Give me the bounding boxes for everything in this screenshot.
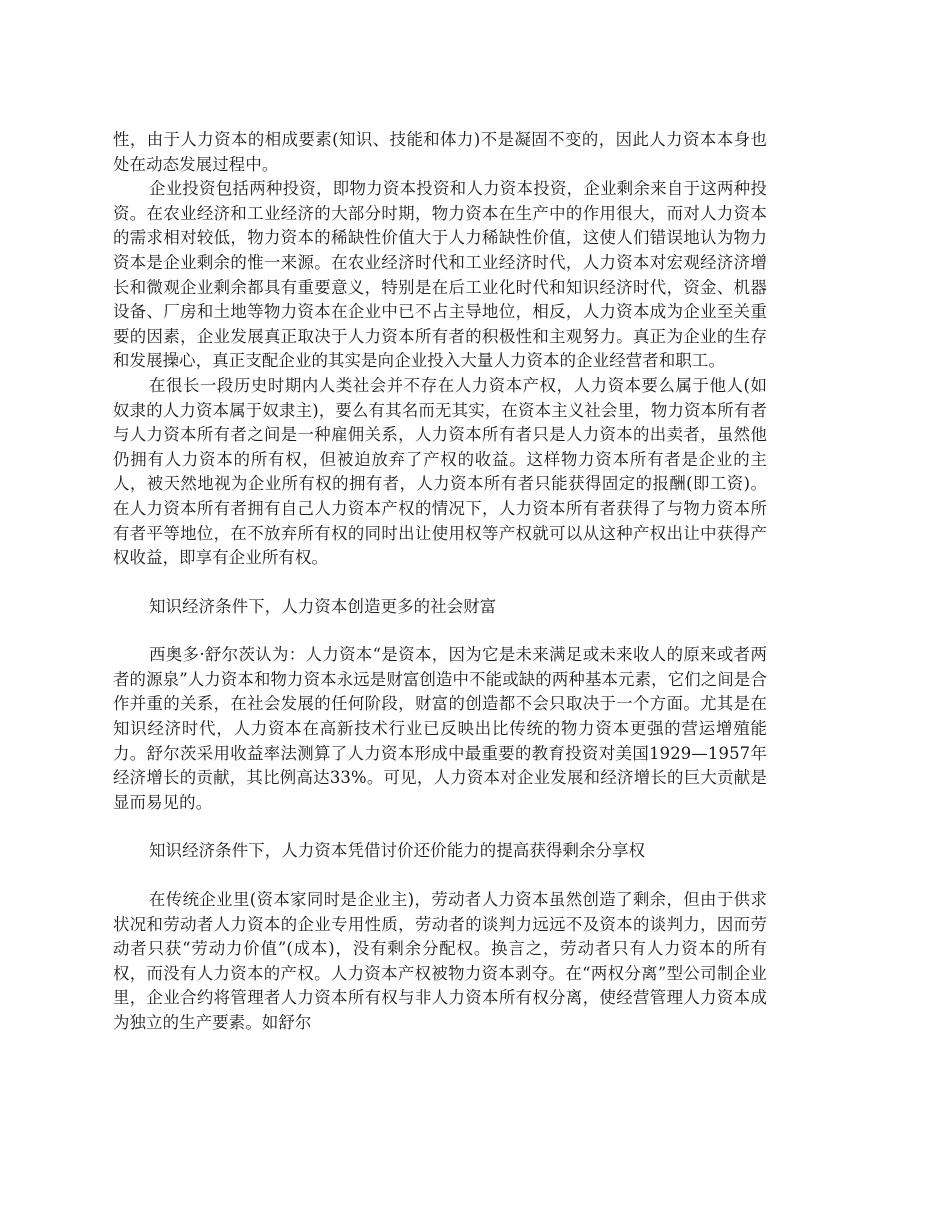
paragraph-4: 西奥多·舒尔茨认为：人力资本“是资本，因为它是未来满足或未来收人的原来或者两者的源泉”人力资本和物力资本永远是财富创造中不能或缺的两种基本元素，它们之间是合作并重的关系，在社会发展的任何阶段，财富的创造都不会只取决于一个方面。尤其是在知识经济时代，人力资本在高新技术行业已反映出比传统的物力资本更强的营运增殖能力。舒尔茨采用收益率法测算了人力资本形成中最重要的教育投资对美国1929—1957年经济增长的贡献，其比例高达33%。可见，人力资本对企业发展和经济增长的巨大贡献是显而易见的。	[113, 645, 767, 812]
section-heading-2: 知识经济条件下，人力资本凭借讨价还价能力的提高获得剩余分享权	[149, 841, 646, 861]
document-page	[113, 128, 767, 1036]
section-gap	[113, 619, 767, 643]
section-gap	[113, 815, 767, 839]
paragraph-1: 性，由于人力资本的相成要素(知识、技能和体力)不是凝固不变的，因此人力资本本身也处在动态发展过程中。	[113, 130, 767, 174]
paragraph-2: 企业投资包括两种投资，即物力资本投资和人力资本投资，企业剩余来自于这两种投资。在农业经济和工业经济的大部分时期，物力资本在生产中的作用很大，而对人力资本的需求相对较低，物力资本的稀缺性价值大于人力稀缺性价值，这使人们错误地认为物力资本是企业剩余的惟一来源。在农业经济时代和工业经济时代，人力资本对宏观经济济增长和微观企业剩余都具有重要意义，特别是在后工业化时代和知识经济时代，资金、机器设备、厂房和土地等物力资本在企业中已不占主导地位，相反，人力资本成为企业至关重要的因素，企业发展真正取决于人力资本所有者的积极性和主观努力。真正为企业的生存和发展操心，真正支配企业的其实是向企业投入大量人力资本的企业经营者和职工。	[113, 179, 767, 371]
paragraph-5: 在传统企业里(资本家同时是企业主)，劳动者人力资本虽然创造了剩余，但由于供求状况和劳动者人力资本的企业专用性质，劳动者的谈判力远远不及资本的谈判力，因而劳动者只获“劳动力价值”(成本)，没有剩余分配权。换言之，劳动者只有人力资本的所有权，而没有人力资本的产权。人力资本产权被物力资本剥夺。在“两权分离”型公司制企业里，企业合约将管理者人力资本所有权与非人力资本所有权分离，使经营管理人力资本成为独立的生产要素。如舒尔	[113, 890, 767, 1032]
section-gap	[113, 864, 767, 888]
section-gap	[113, 571, 767, 595]
paragraph-3: 在很长一段历史时期内人类社会并不存在人力资本产权，人力资本要么属于他人(如奴隶的人力资本属于奴隶主)，要么有其名而无其实，在资本主义社会里，物力资本所有者与人力资本所有者之间是一种雇佣关系，人力资本所有者只是人力资本的出卖者，虽然他仍拥有人力资本的所有权，但被迫放弃了产权的收益。这样物力资本所有者是企业的主人，被天然地视为企业所有权的拥有者，人力资本所有者只能获得固定的报酬(即工资)。在人力资本所有者拥有自己人力资本产权的情况下，人力资本所有者获得了与物力资本所有者平等地位，在不放弃所有权的同时出让使用权等产权就可以从这种产权出让中获得产权收益，即享有企业所有权。	[113, 375, 767, 568]
section-heading-1: 知识经济条件下，人力资本创造更多的社会财富	[149, 596, 497, 616]
